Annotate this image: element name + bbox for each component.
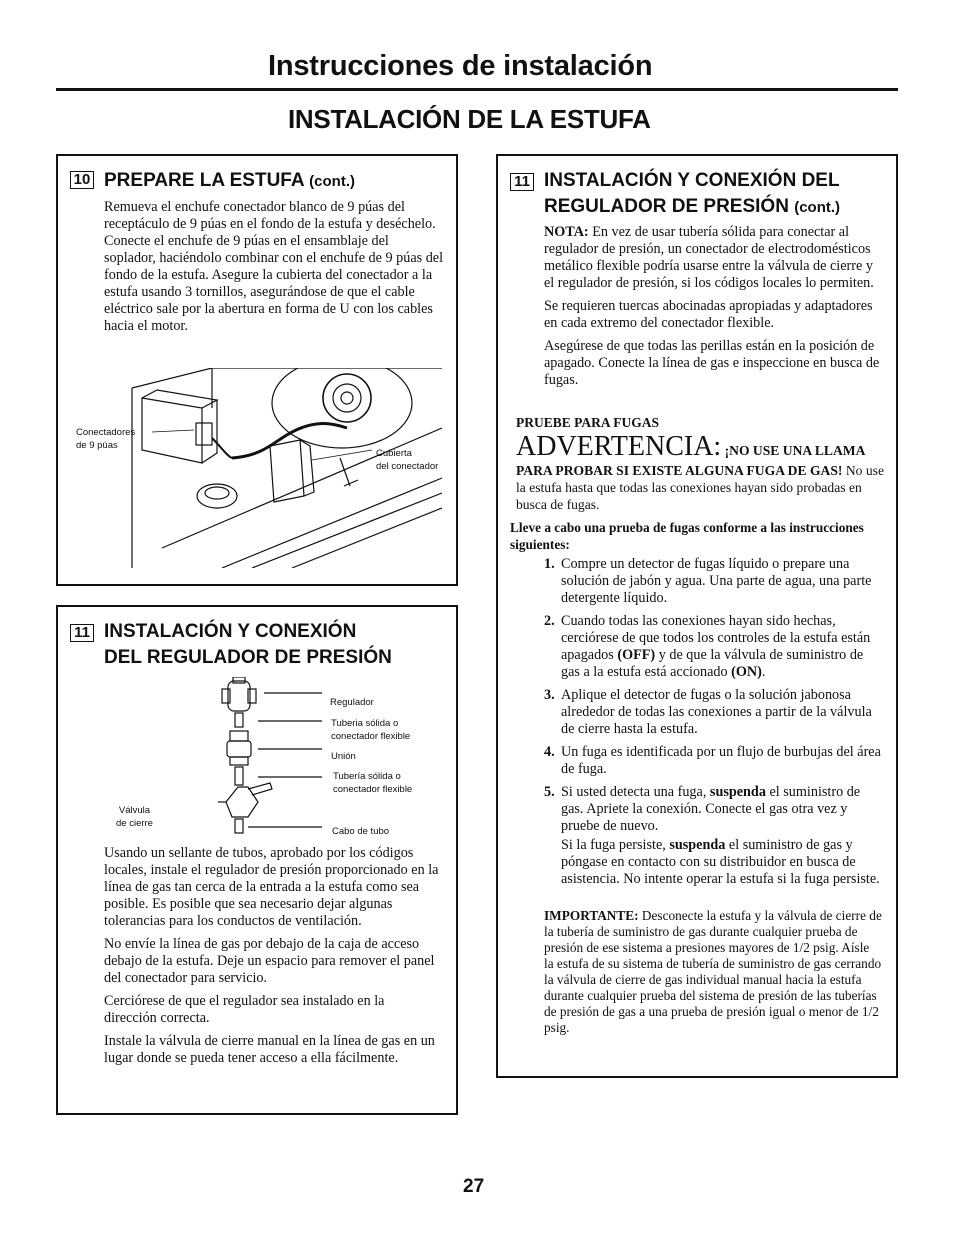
step10-heading-suffix: (cont.) (309, 173, 355, 190)
step10-heading (104, 168, 355, 195)
step11-cont-intro (544, 224, 882, 389)
page-title: Instrucciones de instalación (268, 50, 653, 82)
leak-step: 3. Aplique el detector de fugas o la solución jabonosa alrededor de todas las conexiones a partir de la válvula de cierre hasta la estufa. (544, 687, 872, 737)
label-regulator: Regulador (330, 697, 374, 708)
leak-test-steps (544, 556, 881, 841)
label-pipe-1: Tuberia sólida o conectador flexible (331, 718, 411, 742)
leak-test-heading: PRUEBE PARA FUGAS (516, 415, 660, 430)
label-pipe-2: Tubería sólida o conectador flexible (333, 771, 413, 795)
warning-rest: No use la estufa hasta que todas las conexiones hayan sido probadas en busca de fugas. (516, 463, 884, 512)
step10-box (56, 154, 458, 586)
title-rule (56, 88, 898, 91)
note-paragraph: NOTA: En vez de usar tubería sólida para conectar al regulador de presión, un conectador de electrodomésticos metálico flexible podría usarse entre la válvula de cierre y el regulador de presión, si los códigos locales lo permiten. (544, 224, 874, 291)
label-connector-cover: Cubierta del conectador (376, 448, 439, 472)
leak-intro: Lleve a cabo una prueba de fugas conforme a las instrucciones siguientes: (510, 520, 864, 552)
warning-bold: ¡NO USE UNA LLAMA PARA PROBAR SI EXISTE ALGUNA FUGA DE GAS! (516, 443, 865, 478)
leak-step: 5. Si usted detecta una fuga, suspenda el suministro de gas. Apriete la conexión. Conecte el gas otra vez y pruebe de nuevo. (544, 784, 861, 834)
label-union: Unión (331, 751, 356, 762)
step11-paragraph: Cerciórese de que el regulador sea instalado en la dirección correcta. (104, 993, 385, 1026)
warning-word: ADVERTENCIA: (516, 431, 722, 462)
step11-number: 11 (70, 624, 94, 642)
leak-step: 2. Cuando todas las conexiones hayan sido hechas, cerciórese de que todos los controles de la estufa están apagados (OFF) y de que la válvula de suministro de gas a la estufa está accionado (ON). (544, 613, 871, 680)
step11-paragraph: No envíe la línea de gas por debajo de la caja de acceso debajo de la estufa. Deje un espacio para remover el panel del conectador para servicio. (104, 936, 435, 986)
leak-step: 4. Un fuga es identificada por un flujo de burbujas del área de fuga. (544, 744, 881, 777)
step11-paragraph: Instale la válvula de cierre manual en la línea de gas en un lugar donde se pueda tener acceso a ella fácilmente. (104, 1033, 435, 1066)
step11-cont-heading: INSTALACIÓN Y CONEXIÓN DEL REGULADOR DE PRESIÓN (cont.) (544, 170, 841, 217)
step11-heading: INSTALACIÓN Y CONEXIÓN DEL REGULADOR DE PRESIÓN (104, 621, 392, 668)
knobs-paragraph: Asegúrese de que todas las perillas están en la posición de apagado. Conecte la línea de gas e inspeccione en busca de fugas. (544, 338, 880, 388)
step11-cont-box (496, 154, 898, 1078)
leak-step: 1. Compre un detector de fugas líquido o prepare una solución de jabón y agua. Una parte de agua, una parte detergente líquido. (544, 556, 872, 606)
label-shutoff-valve: Válvula de cierre (116, 805, 153, 829)
persist-paragraph: Si la fuga persiste, suspenda el suministro de gas y póngase en contacto con su distribuidor en busca de asistencia. No intente operar la estufa si la fuga persiste. (561, 837, 880, 887)
warning-block (516, 432, 884, 513)
step10-heading-text: PREPARE LA ESTUFA (104, 170, 304, 191)
step11-cont-number: 11 (510, 173, 534, 191)
label-connectors: Conectadores de 9 púas (76, 427, 136, 451)
section-title: INSTALACIÓN DE LA ESTUFA (288, 104, 651, 134)
step11-paragraph: Usando un sellante de tubos, aprobado por los códigos locales, instale el regulador de presión proporcionado en la línea de gas tan cerca de la entrada a la estufa como sea posible. Es posible que sea necesario dejar algunas tolerancias para los conductos de ventilación. (104, 845, 439, 929)
step11-paragraphs (104, 845, 440, 1067)
important-paragraph: IMPORTANTE: Desconecte la estufa y la válvula de cierre de la tubería de suministro de gas durante cualquier prueba de presión de ese sistema a presiones mayores de 1/2 psig. Aísle la estufa de su sistema de tubería de suministro de gas cerrando la válvula de cierre de gas individual manual hacia la estufa durante cualquier prueba del sistema de presión de las tuberías de presión de gas a una prueba de presión igual o menor de 1/2 psig. (544, 908, 882, 1035)
regulator-illustration (218, 677, 338, 842)
step10-text: Remueva el enchufe conectador blanco de 9 púas del receptáculo de 9 púas en el fondo de la estufa y deséchelo. Conecte el enchufe de 9 púas en el ensamblaje del soplador, haciéndolo combinar con el enchufe de 9 púas del fondo de la estufa. Asegure la cubierta del conectador a la estufa usando 3 tornillos, asegurándose de que el cable eléctrico sale por la abertura en forma de U con los cables hacia el motor. (104, 199, 444, 334)
step11-box (56, 605, 458, 1115)
nuts-paragraph: Se requieren tuercas abocinadas apropiadas y adaptadores en cada extremo del conectador flexible. (544, 298, 873, 331)
step10-number: 10 (70, 171, 94, 189)
label-pipe-end: Cabo de tubo (332, 826, 390, 837)
page-number: 27 (463, 1176, 485, 1197)
